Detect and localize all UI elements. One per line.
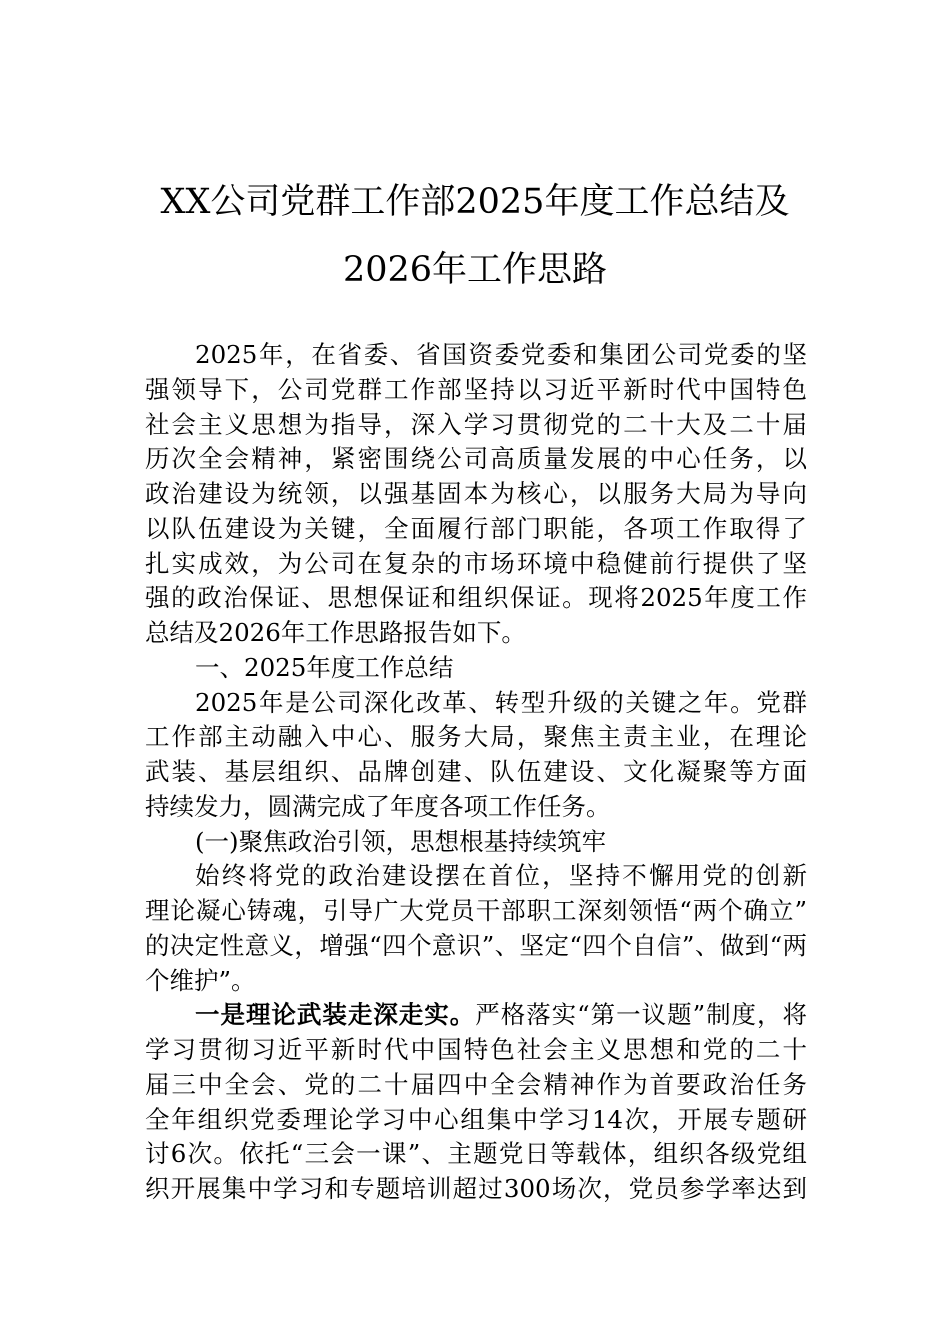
paragraph-line: 总结及2026年工作思路报告如下。 (145, 618, 526, 647)
paragraph-line: 扎实成效，为公司在复杂的市场环境中稳健前行提供了坚 (145, 548, 807, 578)
paragraph-line: 的决定性意义，增强“四个意识”、坚定“四个自信”、做到“两 (145, 930, 807, 960)
paragraph-line: 武装、基层组织、品牌创建、队伍建设、文化凝聚等方面 (145, 757, 807, 786)
document-title-line-2: 2026年工作思路 (342, 250, 608, 290)
paragraph-line: 始终将党的政治建设摆在首位，坚持不懈用党的创新 (195, 861, 807, 891)
subsection-heading: (一)聚焦政治引领，思想根基持续筑牢 (195, 826, 607, 856)
paragraph-line: 全年组织党委理论学习中心组集中学习14次，开展专题研 (145, 1104, 807, 1134)
paragraph-line: 学习贯彻习近平新时代中国特色社会主义思想和党的二十 (145, 1035, 807, 1064)
paragraph-line: 2025年，在省委、省国资委党委和集团公司党委的坚 (195, 340, 807, 369)
paragraph-line: 工作部主动融入中心、服务大局，聚焦主责主业，在理论 (145, 722, 807, 752)
paragraph-line: 历次全会精神，紧密围绕公司高质量发展的中心任务，以 (145, 444, 807, 474)
lead-rest-text: 严格落实“第一议题”制度，将 (475, 1000, 807, 1030)
document-body (145, 338, 807, 1207)
paragraph-line: 社会主义思想为指导，深入学习贯彻党的二十大及二十届 (145, 409, 807, 439)
paragraph-line: 讨6次。依托“三会一课”、主题党日等载体，组织各级党组 (145, 1139, 807, 1169)
paragraph-line: 以队伍建设为关键，全面履行部门职能，各项工作取得了 (145, 513, 807, 543)
paragraph-line: 2025年是公司深化改革、转型升级的关键之年。党群 (195, 687, 807, 717)
paragraph-line: 强领导下，公司党群工作部坚持以习近平新时代中国特色 (145, 374, 807, 404)
section-heading: 一、2025年度工作总结 (195, 652, 454, 682)
paragraph-line: 强的政治保证、思想保证和组织保证。现将2025年度工作 (145, 583, 807, 613)
paragraph-line: 理论凝心铸魂，引导广大党员干部职工深刻领悟“两个确立” (145, 896, 807, 925)
paragraph-line: 个维护”。 (145, 965, 256, 995)
paragraph-line: 届三中全会、党的二十届四中全会精神作为首要政治任务 (145, 1069, 807, 1099)
paragraph-line: 织开展集中学习和专题培训超过300场次，党员参学率达到 (145, 1174, 807, 1203)
document-title-line-1: XX公司党群工作部2025年度工作总结及 (160, 182, 790, 222)
paragraph-line: 政治建设为统领，以强基固本为核心，以服务大局为导向 (145, 479, 807, 508)
bold-lead-text: 一是理论武装走深走实。 (195, 1000, 476, 1030)
paragraph-line: 持续发力，圆满完成了年度各项工作任务。 (145, 791, 611, 821)
paragraph-line-with-lead (145, 998, 807, 1033)
